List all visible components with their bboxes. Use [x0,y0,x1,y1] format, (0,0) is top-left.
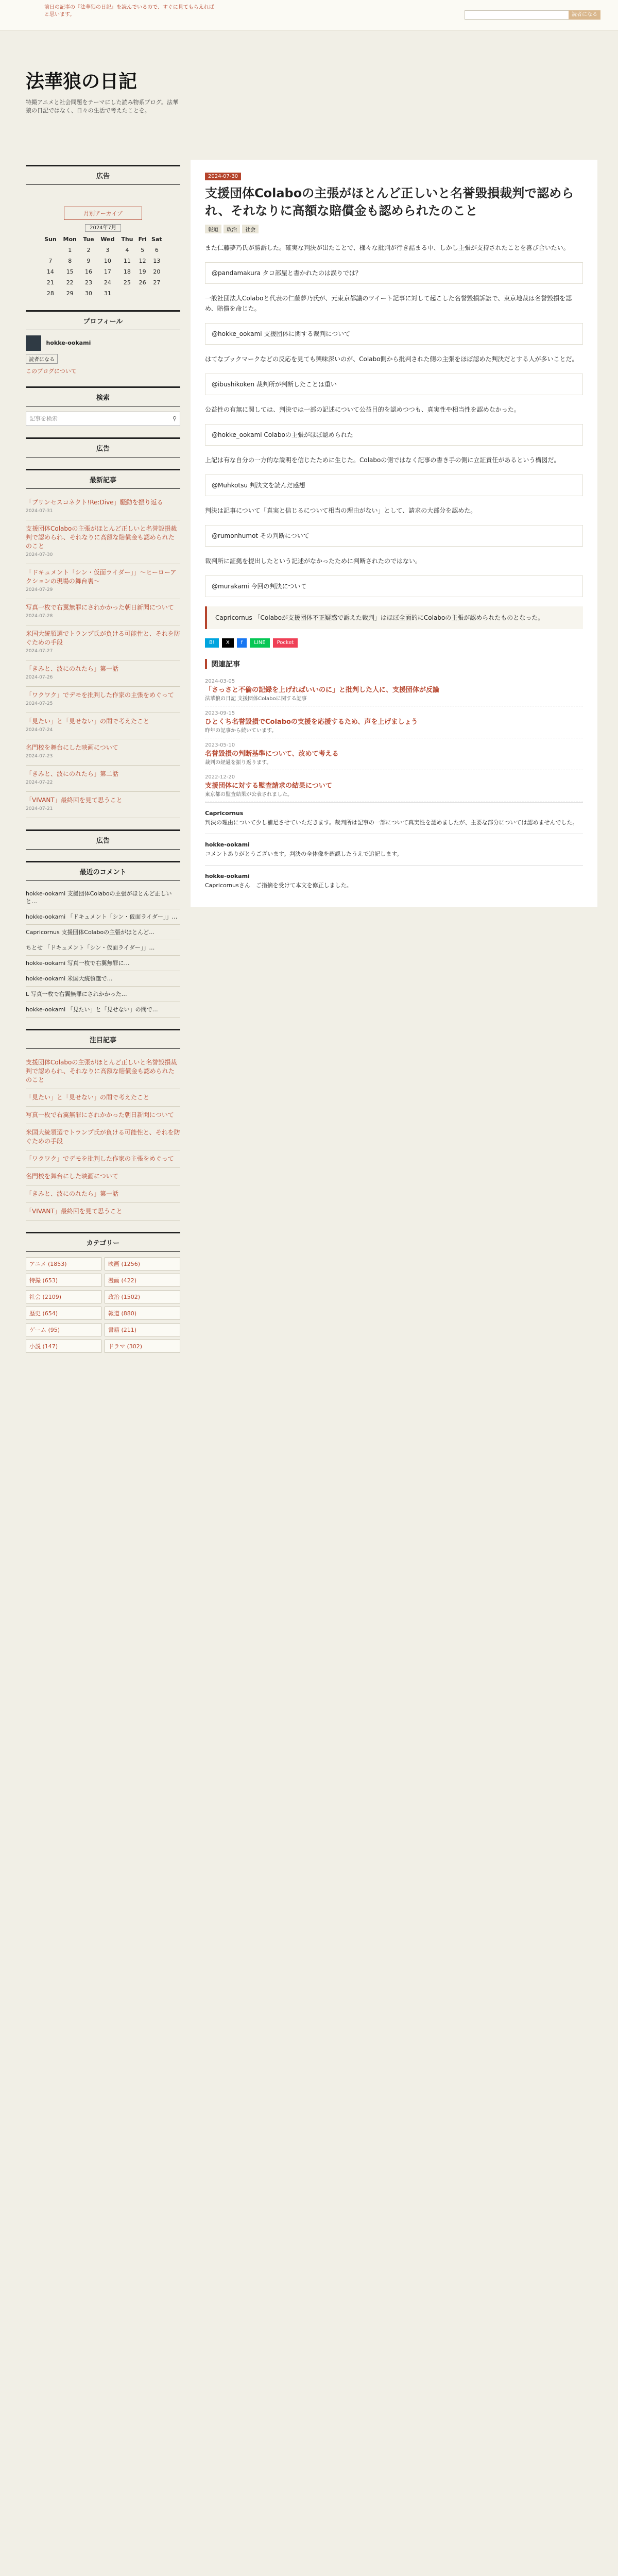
recent-title: 最新記事 [26,469,180,489]
calendar-day[interactable]: 18 [123,268,131,275]
category-link[interactable]: 歴史 (654) [26,1307,101,1320]
category-link[interactable]: 小説 (147) [26,1340,101,1353]
related-summary: 法華狼の日記 支援団体Colaboに関する記事 [205,696,307,702]
article-paragraph: また仁藤夢乃氏が勝訴した。確実な判決が出たことで、様々な批判が行き詰まる中、しかし主張が支持されたことを喜び合いたい。 [205,244,570,251]
related-title: 関連記事 [205,659,583,669]
recent-article-link[interactable]: 写真一枚で右翼無罪にされかかった朝日新聞について [26,604,174,611]
topbar-message: 前日の記事の『法華狼の日記』を読んでいるので、すぐに見てもらえればと思います。 [44,5,214,18]
list-item[interactable] [26,687,180,713]
share-button[interactable]: LINE [250,638,269,648]
recent-article-link[interactable]: 支援団体Colaboの主張がほとんど正しいと名誉毀損裁判で認められ、それなりに高額な賠償金も認められたのこと [26,525,177,550]
embedded-tweet[interactable]: @hokke_ookami 支援団体に関する裁判について [205,323,583,345]
popular-articles-widget [26,1029,180,1221]
follow-button[interactable]: 読者になる [26,354,58,364]
calendar-day[interactable]: 7 [48,258,53,264]
recent-article-date: 2024-07-24 [26,727,53,733]
list-item[interactable] [26,1168,180,1185]
recent-article-link[interactable]: 「ワクワク」でデモを批判した作家の主張をめぐって [26,691,174,699]
share-button[interactable]: X [222,638,234,648]
recent-comment-item[interactable]: hokke-ookami 「ドキュメント「シン・仮面ライダー」」… [26,909,180,925]
calendar-day[interactable]: 29 [66,290,74,297]
popular-article-link[interactable]: 「VIVANT」最終回を見て思うこと [26,1208,123,1215]
calendar-day[interactable]: 1 [68,247,72,253]
topbar-search-input[interactable] [465,10,573,20]
comment [205,802,583,834]
recent-article-date: 2024-07-28 [26,614,53,619]
related-summary: 東京都の監査結果が公表されました。 [205,792,293,798]
category-link[interactable]: 映画 (1256) [105,1257,180,1270]
category-tag[interactable]: 社会 [242,225,259,233]
embedded-tweet[interactable]: @rumonhumot その判断について [205,525,583,547]
calendar-day[interactable]: 25 [123,279,131,286]
site-header [26,67,180,115]
ad-widget [26,165,180,195]
list-item[interactable] [26,1203,180,1221]
popular-title: 注目記事 [26,1029,180,1049]
list-item[interactable] [26,1150,180,1168]
recent-article-link[interactable]: 「ドキュメント「シン・仮面ライダー」」〜ヒーローアクションの現場の舞台裏〜 [26,569,177,585]
readers-button[interactable]: 読者になる [569,10,600,20]
list-item[interactable] [26,1124,180,1150]
embedded-tweet[interactable]: @ibushikoken 裁判所が判断したことは重い [205,374,583,395]
calendar-day[interactable]: 22 [66,279,74,286]
article-date[interactable]: 2024-07-30 [205,173,241,180]
related-item[interactable] [205,674,583,706]
ad-label: 広告 [26,165,180,185]
related-date: 2023-05-10 [205,742,235,748]
search-title: 検索 [26,386,180,406]
calendar-day[interactable]: 20 [153,268,161,275]
calendar-weekday: Sat [151,236,162,243]
ad-label-3: 広告 [26,829,180,850]
site-title[interactable]: 法華狼の日記 [26,71,138,92]
blog-topbar [0,0,618,30]
calendar-day[interactable]: 11 [123,258,131,264]
list-item[interactable] [26,766,180,792]
calendar-day[interactable]: 6 [154,247,159,253]
list-item[interactable] [26,792,180,818]
list-item[interactable] [26,599,180,625]
calendar-day[interactable]: 31 [104,290,111,297]
recent-article-date: 2024-07-31 [26,509,53,514]
recent-comment-item[interactable]: hokke-ookami 米国大統領選で… [26,971,180,987]
recent-article-date: 2024-07-30 [26,552,53,557]
recent-comments-widget [26,861,180,1018]
comment [205,834,583,865]
category-tag[interactable]: 報道 [205,225,221,233]
related-articles [205,659,583,802]
recent-article-date: 2024-07-22 [26,780,53,785]
calendar-day[interactable]: 30 [84,290,92,297]
popular-article-link[interactable]: 「ワクワク」でデモを批判した作家の主張をめぐって [26,1155,174,1162]
article-title[interactable]: 支援団体Colaboの主張がほとんど正しいと名誉毀損裁判で認められ、それなりに高額な賠償金も認められたのこと [205,186,574,218]
comment-text: コメントありがとうございます。判決の全体像を確認したうえで追記します。 [205,851,403,857]
calendar-day[interactable]: 8 [68,258,72,264]
calendar-weekday: Sun [44,236,57,243]
article-categories [205,224,583,233]
related-link[interactable]: 「さっさと不倫の記録を上げればいいのに」と批判した人に、支援団体が反論 [205,686,440,694]
related-summary: 昨年の記事から続いています。 [205,728,277,734]
calendar-day[interactable]: 21 [46,279,54,286]
calendar-day[interactable]: 9 [87,258,91,264]
calendar-day[interactable]: 28 [46,290,54,297]
comment [205,865,583,896]
category-link[interactable]: 書籍 (211) [105,1323,180,1336]
category-link[interactable]: 漫画 (422) [105,1274,180,1287]
article-paragraph: 公益性の有無に関しては、判決では一部の記述について公益目的を認めつつも、真実性や相当性を認めなかった。 [205,406,520,413]
embedded-tweet[interactable]: @hokke_ookami Colaboの主張がほぼ認められた [205,424,583,446]
search-widget [26,386,180,426]
embedded-tweet[interactable]: @Muhkotsu 判決文を読んだ感想 [205,474,583,496]
sidebar [26,165,180,1364]
article-paragraph: はてなブックマークなどの反応を見ても興味深いのが、Colabo側から批判された側の主張をほぼ認めた判決だとする人が多いことだ。 [205,355,578,363]
comment-text: Capricornusさん ご指摘を受けて本文を修正しました。 [205,882,352,889]
profile-name[interactable]: hokke-ookami [46,340,91,346]
list-item[interactable] [26,1185,180,1203]
ad-widget-3 [26,829,180,850]
category-link[interactable]: 政治 (1502) [105,1290,180,1303]
list-item[interactable] [26,520,180,564]
related-date: 2023-09-15 [205,710,235,716]
recent-comment-item[interactable]: hokke-ookami 写真一枚で右翼無罪に… [26,956,180,971]
list-item[interactable] [26,494,180,520]
recent-article-link[interactable]: 「見たい」と「見せない」の間で考えたこと [26,718,150,725]
list-item[interactable] [26,1089,180,1107]
recent-article-date: 2024-07-29 [26,587,53,592]
list-item[interactable] [26,660,180,687]
related-date: 2024-03-05 [205,679,235,684]
calendar-weekday: Mon [63,236,77,243]
calendar-day [149,288,165,299]
list-item[interactable] [26,739,180,766]
category-link[interactable]: ドラマ (302) [105,1340,180,1353]
calendar-day[interactable]: 24 [104,279,111,286]
category-title: カテゴリー [26,1232,180,1252]
calendar-day[interactable]: 16 [84,268,92,275]
share-button[interactable]: f [237,638,247,648]
archive-select[interactable]: 2024年7月 [85,224,121,232]
popular-article-link[interactable]: 「見たい」と「見せない」の間で考えたこと [26,1094,150,1101]
ad-widget-2 [26,437,180,457]
calendar-day [118,288,136,299]
calendar-day [136,288,148,299]
calendar [41,234,165,299]
related-item[interactable] [205,706,583,738]
related-summary: 裁判の経過を振り返ります。 [205,760,272,766]
related-link[interactable]: 支援団体に対する監査請求の結果について [205,782,332,790]
calendar-day[interactable]: 19 [139,268,146,275]
related-date: 2022-12-20 [205,774,235,780]
calendar-day[interactable]: 4 [125,247,129,253]
category-link[interactable]: 報道 (880) [105,1307,180,1320]
list-item[interactable] [26,564,180,599]
popular-article-link[interactable]: 「きみと、波にのれたら」第一話 [26,1190,119,1197]
article-paragraph: 判決は記事について「真実と信じるについて相当の理由がない」として、請求の大部分を認めた。 [205,507,477,514]
sidebar-search-input[interactable] [26,412,180,426]
comment-text: 判決の理由について少し補足させていただきます。裁判所は記事の一部について真実性を認めましたが、主要な部分については認めませんでした。 [205,819,578,826]
category-link[interactable]: ゲーム (95) [26,1323,101,1336]
calendar-day[interactable]: 27 [153,279,161,286]
recent-comment-item[interactable]: L 写真一枚で右翼無罪にされかかった… [26,987,180,1002]
related-link[interactable]: ひとくち名誉毀損でColaboの支援を応援するため、声を上げましょう [205,718,418,726]
share-bar [205,638,583,648]
list-item[interactable] [26,1107,180,1124]
article-paragraph: 裁判所に証拠を提出したという記述がなかったために判断されたのではない。 [205,557,422,565]
recent-article-link[interactable]: 「きみと、波にのれたら」第二話 [26,770,119,777]
recent-article-link[interactable]: 米国大統領選でトランプ氏が負ける可能性と、それを防ぐための手段 [26,630,180,646]
avatar[interactable] [26,335,41,351]
list-item[interactable] [26,625,180,660]
category-widget [26,1232,180,1353]
profile-title: プロフィール [26,310,180,330]
recent-article-link[interactable]: 名門校を舞台にした映画について [26,744,118,751]
article-paragraph: 一般社団法人Colaboと代表の仁藤夢乃氏が、元東京都議のツイート記事に対して起こした名誉毀損訴訟で、東京地裁は名誉毀損を認め、賠償を命じた。 [205,295,572,312]
site-description: 特撮アニメと社会問題をテーマにした読み物系ブログ。法華狼の日記ではなく、日々の生活で考えたことを。 [26,99,179,114]
archive-widget [26,207,180,299]
search-icon[interactable]: ⚲ [172,415,177,422]
comment-author[interactable]: hokke-ookami [205,841,250,848]
calendar-day[interactable]: 2 [87,247,91,253]
recent-comment-item[interactable]: hokke-ookami 支援団体Colaboの主張がほとんど正しいと… [26,886,180,909]
calendar-day[interactable]: 17 [104,268,111,275]
comment-author[interactable]: Capricornus [205,810,244,817]
calendar-day[interactable]: 5 [141,247,145,253]
related-link[interactable]: 名誉毀損の判断基準について、改めて考える [205,750,339,758]
recent-article-link[interactable]: 「きみと、波にのれたら」第一話 [26,665,119,672]
embedded-tweet[interactable]: @pandamakura タコ部屋と書かれたのは誤りでは？ [205,262,583,284]
recent-article-date: 2024-07-27 [26,649,53,654]
category-link[interactable]: 社会 (2109) [26,1290,101,1303]
calendar-weekday: Fri [138,236,147,243]
recent-article-link[interactable]: 「プリンセスコネクト!Re:Dive」騒動を振り返る [26,499,163,506]
calendar-day[interactable]: 15 [66,268,74,275]
recent-articles-widget [26,469,180,818]
category-tag[interactable]: 政治 [224,225,240,233]
comment-section [205,802,583,896]
recent-comment-item[interactable]: hokke-ookami 「見たい」と「見せない」の間で… [26,1002,180,1018]
calendar-day[interactable]: 10 [104,258,111,264]
calendar-day[interactable]: 26 [139,279,146,286]
quote-block: Capricornus 「Colaboが支援団体不正疑惑で訴えた裁判」はほぼ全面的にColaboの主張が認められたものとなった。 [205,606,583,629]
comment-author[interactable]: hokke-ookami [205,873,250,879]
recent-comments-title: 最近のコメント [26,861,180,881]
recent-article-date: 2024-07-21 [26,806,53,811]
calendar-day[interactable]: 3 [106,247,110,253]
search-placeholder: 記事を検索 [29,415,58,422]
recent-article-link[interactable]: 「VIVANT」最終回を見て思うこと [26,796,123,804]
share-button[interactable]: B! [205,638,219,648]
popular-article-link[interactable]: 米国大統領選でトランプ氏が負ける可能性と、それを防ぐための手段 [26,1129,180,1145]
share-button[interactable]: Pocket [273,638,298,648]
popular-article-link[interactable]: 名門校を舞台にした映画について [26,1173,118,1180]
article-paragraph: 上記は有な自分の一方的な説明を信じたために生じた。Colaboの側ではなく記事の書き手の側に立証責任があるという構図だ。 [205,456,560,464]
recent-comment-item[interactable]: ちとせ 「ドキュメント「シン・仮面ライダー」」… [26,940,180,956]
ad-label-2: 広告 [26,437,180,457]
recent-article-date: 2024-07-26 [26,675,53,680]
recent-article-date: 2024-07-25 [26,701,53,706]
category-link[interactable]: アニメ (1853) [26,1257,101,1270]
recent-comment-item[interactable]: Capricornus 支援団体Colaboの主張がほとんど… [26,925,180,940]
calendar-day[interactable]: 13 [153,258,161,264]
calendar-day[interactable]: 23 [84,279,92,286]
category-link[interactable]: 特撮 (653) [26,1274,101,1287]
popular-article-link[interactable]: 支援団体Colaboの主張がほとんど正しいと名誉毀損裁判で認められ、それなりに高額な賠償金も認められたのこと [26,1059,177,1083]
profile-widget [26,310,180,375]
calendar-day [41,245,60,256]
main-article [191,160,597,907]
embedded-tweet[interactable]: @murakami 今回の判決について [205,575,583,597]
list-item[interactable] [26,713,180,739]
about-link[interactable]: このブログについて [26,368,77,375]
related-item[interactable] [205,738,583,770]
popular-article-link[interactable]: 写真一枚で右翼無罪にされかかった朝日新聞について [26,1111,174,1118]
calendar-day[interactable]: 14 [46,268,54,275]
calendar-weekday: Wed [100,236,115,243]
recent-article-date: 2024-07-23 [26,754,53,759]
calendar-weekday: Tue [83,236,94,243]
list-item[interactable] [26,1054,180,1089]
calendar-day[interactable]: 12 [139,258,146,264]
calendar-weekday: Thu [121,236,133,243]
related-item[interactable] [205,770,583,802]
archive-title: 月別アーカイブ [64,207,142,220]
